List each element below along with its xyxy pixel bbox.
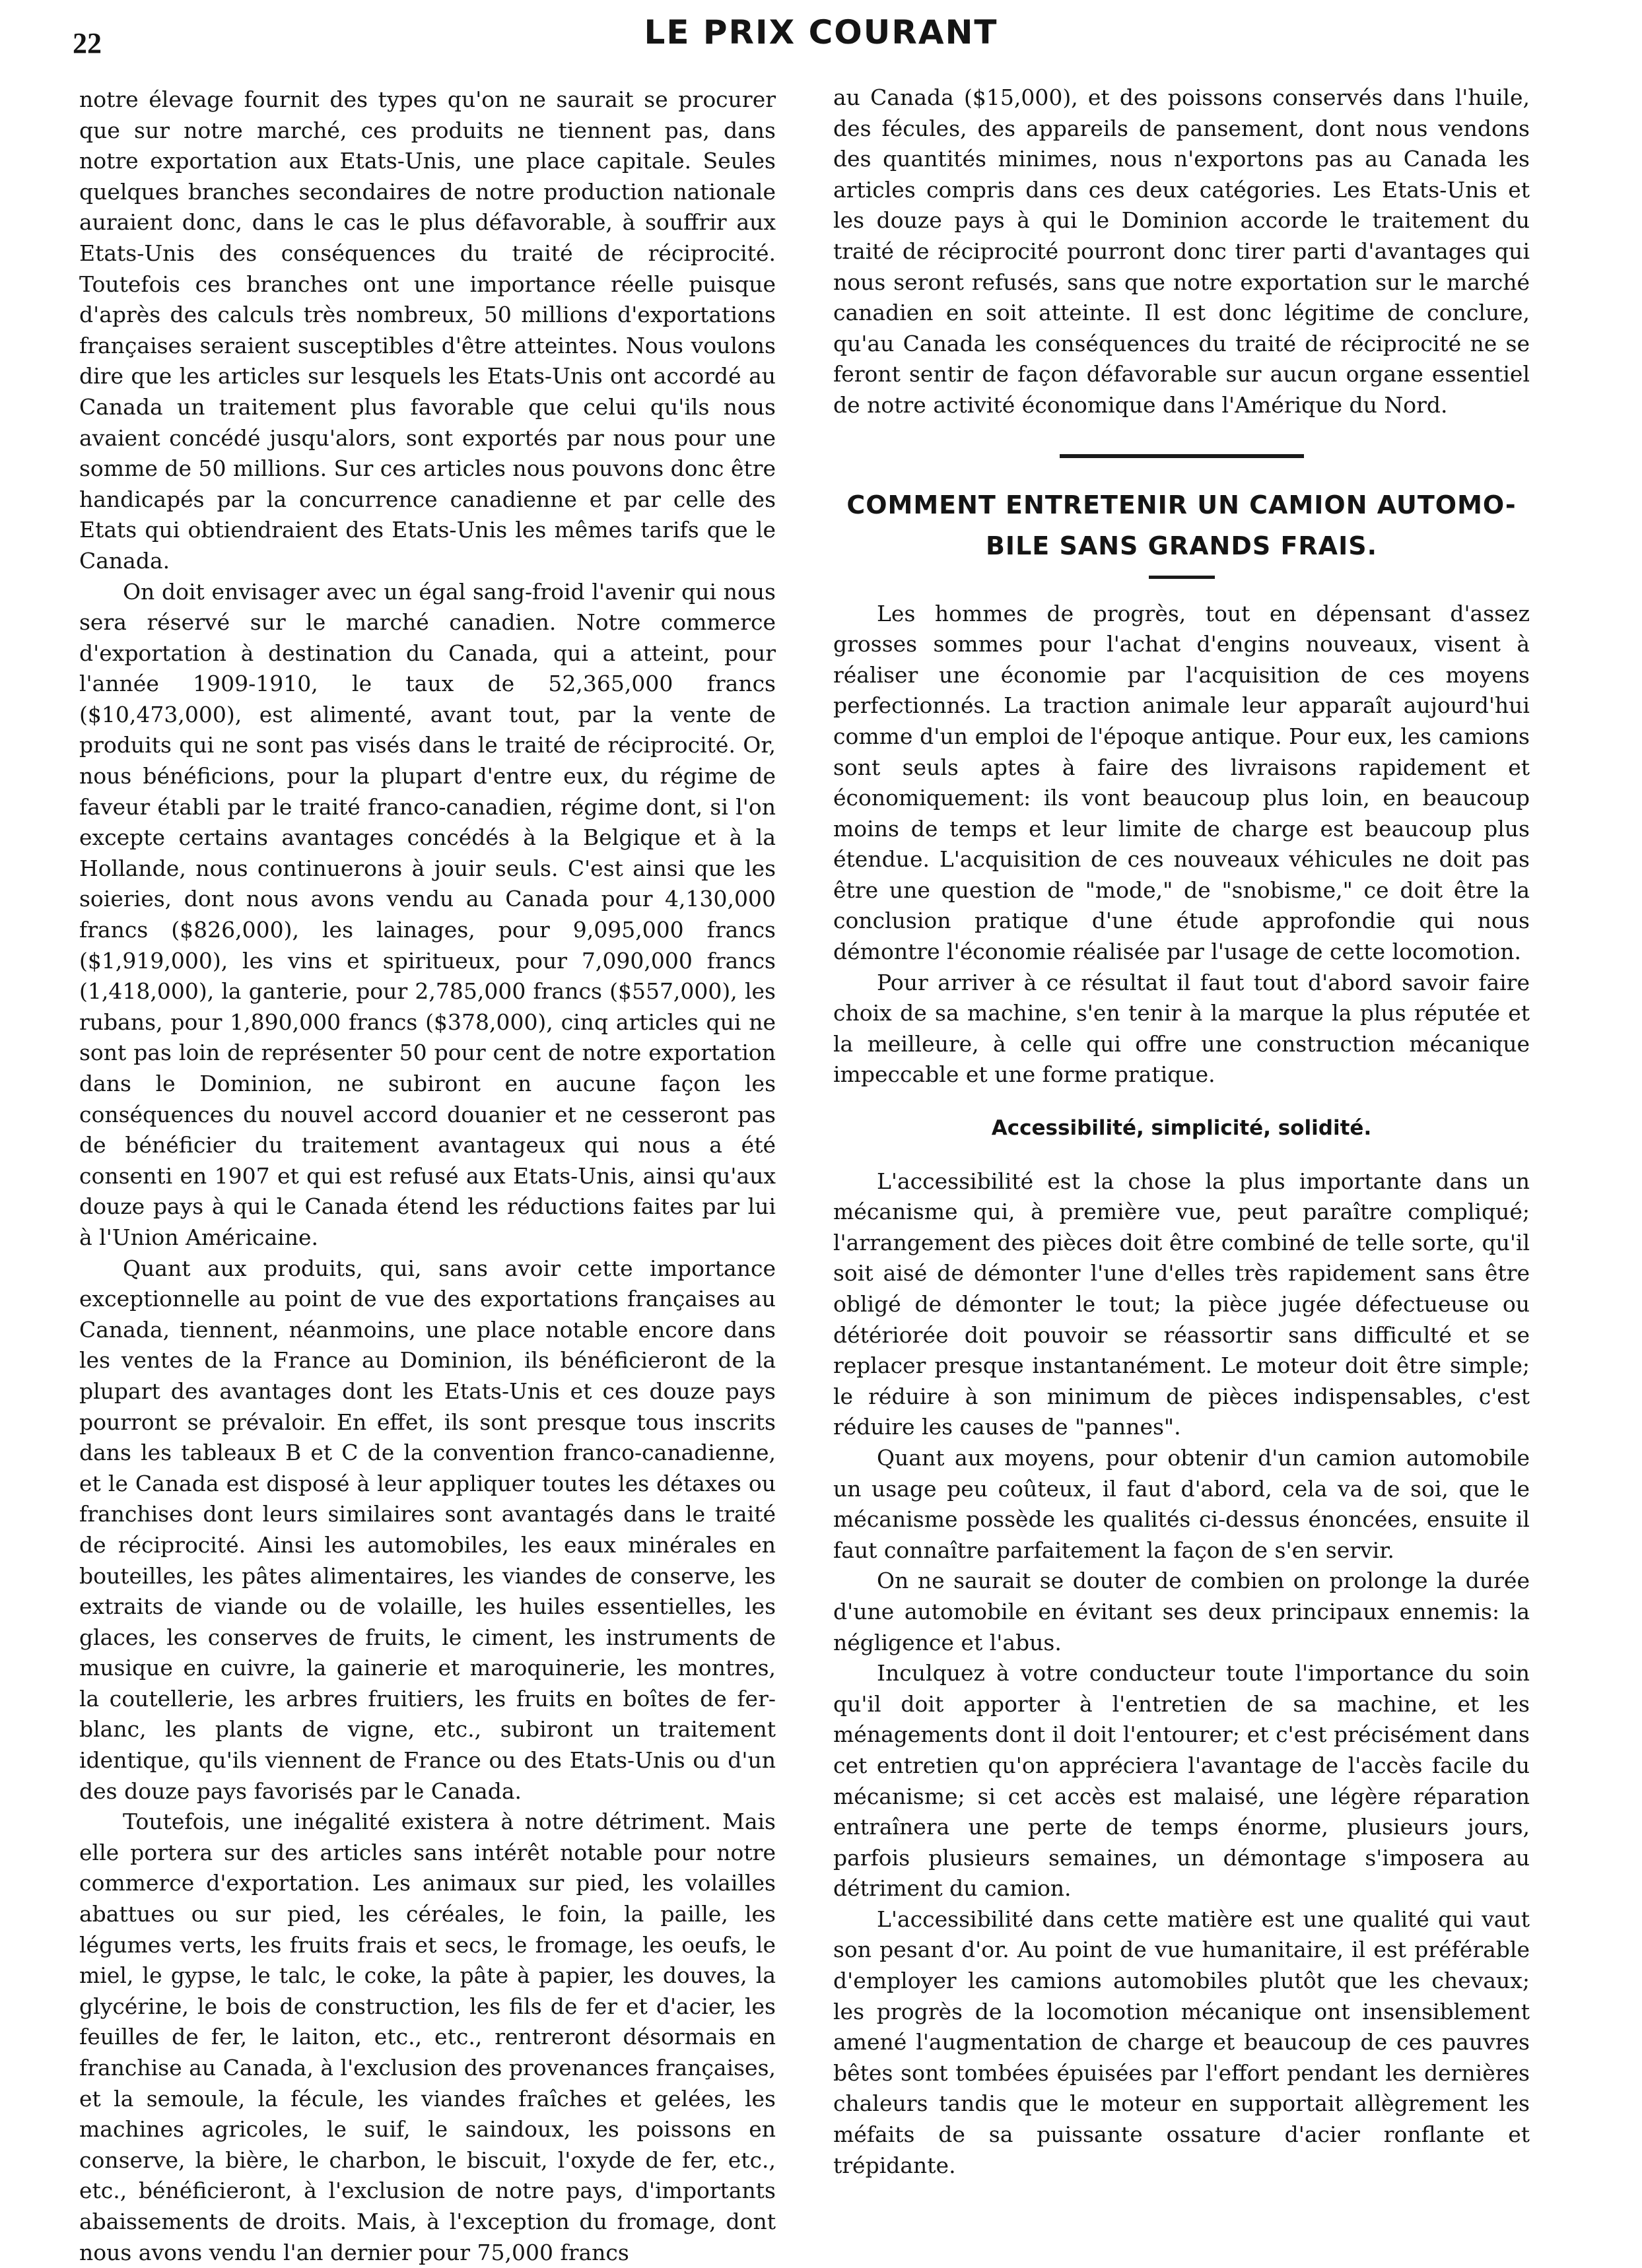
page-header (0, 9, 1642, 59)
article-paragraph-4: Quant aux moyens, pour obtenir d'un camion automobile un usage peu coûteux, il faut d'abord, cela va de soi, que le mécanisme possède les qualités ci-dessus énoncées, ensuite il faut connaître parfaitement la façon de s'en servir. (833, 1444, 1530, 1563)
article-paragraph-3: L'accessibilité est la chose la plus importante dans un mécanisme qui, à première vue, peut paraître compliqué; l'arrangement des pièces doit être combiné de telle sorte, qu'il soit aisé de démonter l'une d'elles très rapidement sans être obligé de démonter le tout; la pièce jugée défectueuse ou détériorée doit pouvoir se réassortir sans difficulté et se replacer presque instantanément. Le moteur doit être simple; le réduire à son minimum de pièces indispensables, c'est réduire les causes de "pannes". (833, 1168, 1530, 1440)
left-paragraph-2: On doit envisager avec un égal sang-froid l'avenir qui nous sera réservé sur le marché canadien. Notre commerce d'exportation à destination du Canada, qui a atteint, pour l'année 1909-1910, le taux de 52,365,000 francs ($10,473,000), est alimenté, avant tout, par la vente de produits qui ne sont pas visés dans le traité de réciprocité. Or, nous bénéficions, pour la plupart d'entre eux, du régime de faveur établi par le traité franco-canadien, régime dont, si l'on excepte certains avantages concédés à la Belgique et à la Hollande, nous continuerons à jouir seuls. C'est ainsi que les soieries, dont nous avons vendu au Canada pour 4,130,000 francs ($826,000), les lainages, pour 9,095,000 francs ($1,919,000), les vins et spiritueux, pour 7,090,000 francs (1,418,000), la ganterie, pour 2,785,000 francs ($557,000), les rubans, pour 1,890,000 francs ($378,000), cinq articles qui ne sont pas loin de représenter 50 pour cent de notre exportation dans le Dominion, ne subiront en aucune façon les conséquences du nouvel accord douanier et ne cesseront pas de bénéficier du traitement avantageux qui nous a été consenti en 1907 et qui est refusé aux Etats-Unis, ainsi qu'aux douze pays à qui le Canada étend les réductions faites par lui à l'Union Américaine. (79, 578, 776, 1250)
left-column (79, 84, 776, 2268)
left-paragraph-4: Toutefois, une inégalité existera à notre détriment. Mais elle portera sur des articles sans intérêt notable pour notre commerce d'exportation. Les animaux sur pied, les volailles abattues ou sur pied, les céréales, le foin, la paille, les légumes verts, les fruits frais et secs, le fromage, les oeufs, le miel, le gypse, le talc, le coke, la pâte à papier, les douves, la glycérine, le bois de construction, les fils de fer et d'acier, les feuilles de fer, le laiton, etc., etc., rentreront désormais en franchise au Canada, à l'exclusion des provenances françaises, et la semoule, la fécule, les viandes fraîches et gelées, les machines agricoles, le suif, le saindoux, les poissons en conserve, la bière, le charbon, le biscuit, l'oxyde de fer, etc., etc., bénéficieront, à l'exclusion de notre pays, d'importants abaissements de droits. Mais, à l'exception du fromage, dont nous avons vendu l'an dernier pour 75,000 francs (79, 1809, 776, 2265)
section-divider (1060, 454, 1304, 458)
article-paragraph-5: On ne saurait se douter de combien on prolonge la durée d'une automobile en évitant ses deux principaux ennemis: la négligence et l'abus. (833, 1568, 1530, 1655)
right-column (833, 83, 1530, 2181)
article-title-line-1: COMMENT ENTRETENIR UN CAMION AUTOMO- (846, 490, 1517, 519)
article-paragraph-6: Inculquez à votre conducteur toute l'importance du soin qu'il doit apporter à l'entretien de sa machine, et les ménagements dont il doit l'entourer; et c'est précisément dans cet entretien qu'on appréciera l'avantage de l'accès facile du mécanisme; si cet accès est malaisé, une légère réparation entraînera une perte de temps énorme, plusieurs jours, parfois plusieurs semaines, un démontage s'imposera au détriment du camion. (833, 1660, 1530, 1902)
article-paragraph-7: L'accessibilité dans cette matière est une qualité qui vaut son pesant d'or. Au point de vue humanitaire, il est préférable d'employer les camions automobiles plutôt que les chevaux; les progrès de la locomotion mécanique ont insensiblement amené l'augmentation de charge et beaucoup de ces pauvres bêtes sont tombées épuisées par l'effort pendant les dernières chaleurs tandis que le moteur en supportait allègrement les méfaits de sa puissante ossature d'acier ronflante et trépidante. (833, 1906, 1530, 2178)
right-intro-paragraph: au Canada ($15,000), et des poissons conservés dans l'huile, des fécules, des appareils de pansement, dont nous vendons des quantités minimes, nous n'exportons pas au Canada les articles compris dans ces deux catégories. Les Etats-Unis et les douze pays à qui le Dominion accorde le traitement du traité de réciprocité pourront donc tirer parti d'avantages qui nous seront refusés, sans que notre exportation sur le marché canadien en soit atteinte. Il est donc légitime de conclure, qu'au Canada les conséquences du traité de réciprocité ne se feront sentir de façon défavorable sur aucun organe essentiel de notre activité économique dans l'Amérique du Nord. (833, 84, 1530, 418)
article-paragraph-1: Les hommes de progrès, tout en dépensant d'assez grosses sommes pour l'achat d'engins nouveaux, visent à réaliser une économie par l'acquisition de ces moyens perfectionnés. La traction animale leur apparaît aujourd'hui comme d'un emploi de l'époque antique. Pour eux, les camions sont seuls aptes à faire des livraisons rapidement et économiquement: ils vont beaucoup plus loin, en beaucoup moins de temps et leur limite de charge est beaucoup plus étendue. L'acquisition de ces nouveaux véhicules ne doit pas être une question de "mode," de "snobisme," ce doit être la conclusion pratique d'une étude approfondie qui nous démontre l'économie réalisée par l'usage de cette locomotion. (833, 600, 1530, 965)
left-paragraph-3: Quant aux produits, qui, sans avoir cette importance exceptionnelle au point de vue des exportations françaises au Canada, tiennent, néanmoins, une place notable encore dans les ventes de la France au Dominion, ils bénéficieront de la plupart des avantages dont les Etats-Unis et ces douze pays pourront se prévaloir. En effet, ils sont presque tous inscrits dans les tableaux B et C de la convention franco-canadienne, et le Canada est disposé à leur appliquer toutes les détaxes ou franchises dont leurs similaires sont avantagés dans le traité de réciprocité. Ainsi les automobiles, les eaux minérales en bouteilles, les pâtes alimentaires, les viandes de conserve, les extraits de viande ou de volaille, les huiles essentielles, les glaces, les conserves de fruits, le ciment, les instruments de musique en cuivre, la gainerie et maroquinerie, les montres, la coutellerie, les arbres fruitiers, les fruits en boîtes de fer-blanc, les plants de vigne, etc., subiront un traitement identique, qu'ils viennent de France ou des Etats-Unis ou d'un des douze pays favorisés par le Canada. (79, 1255, 776, 1804)
title-underline (1149, 576, 1215, 579)
article-subheading: Accessibilité, simplicité, solidité. (991, 1116, 1372, 1141)
page-number: 22 (73, 27, 102, 59)
running-title: LE PRIX COURANT (644, 13, 998, 51)
left-paragraph-1: notre élevage fournit des types qu'on ne saurait se procurer que sur notre marché, ces produits ne tiennent pas, dans notre exportation aux Etats-Unis, une place capitale. Seules quelques branches secondaires de notre production nationale auraient donc, dans le cas le plus défavorable, à souffrir aux Etats-Unis des conséquences du traité de réciprocité. Toutefois ces branches ont une importance réelle puisque d'après des calculs très nombreux, 50 millions d'exportations françaises seraient susceptibles d'être atteintes. Nous voulons dire que les articles sur lesquels les Etats-Unis ont accordé au Canada un traitement plus favorable que celui qu'ils nous avaient concédé jusqu'alors, sont exportés par nous pour une somme de 50 millions. Sur ces articles nous pouvons donc être handicapés par la concurrence canadienne et par celle des Etats qui obtiendraient des Etats-Unis les mêmes tarifs que le Canada. (79, 86, 776, 574)
article-paragraph-2: Pour arriver à ce résultat il faut tout d'abord savoir faire choix de sa machine, s'en tenir à la marque la plus réputée et la meilleure, à celle qui offre une construction mécanique impeccable et une forme pratique. (833, 969, 1530, 1088)
article-title-line-2: BILE SANS GRANDS FRAIS. (985, 531, 1378, 560)
